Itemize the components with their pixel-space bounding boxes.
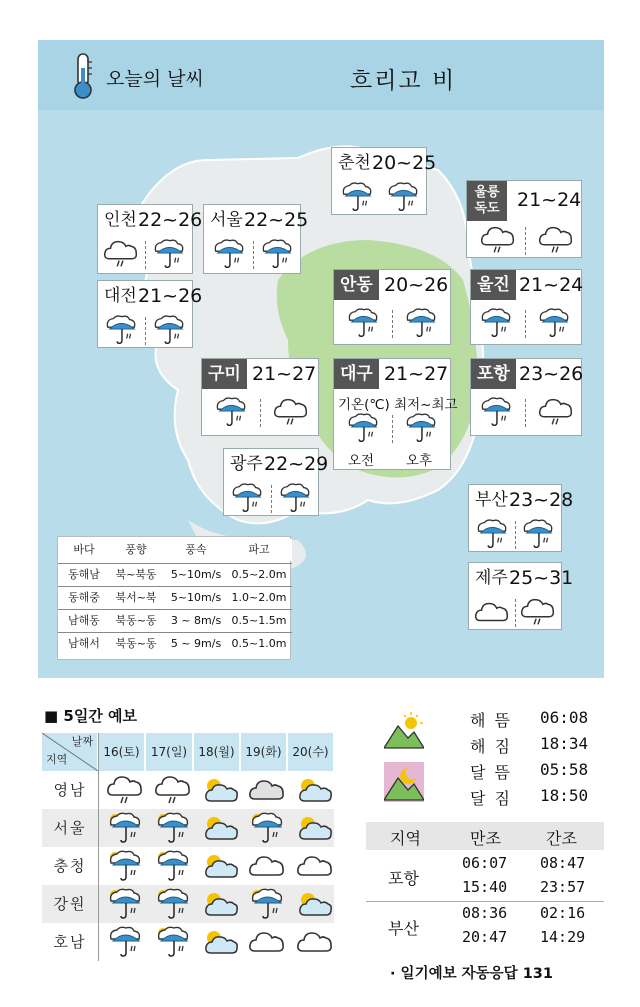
sea-conditions-table — [57, 536, 291, 660]
sunset-time: 18:34 — [540, 734, 589, 753]
city-box-gwangju — [223, 448, 329, 516]
tide-low: 02:16 — [540, 904, 586, 922]
sea-cell: 남해서 — [68, 637, 100, 650]
city-name-badge: 울릉 독도 — [467, 181, 507, 221]
rain-umbrella-icon — [402, 306, 440, 340]
city-name: 서울 — [210, 210, 243, 230]
tide-high: 20:47 — [462, 928, 508, 946]
city-temp: 21~26 — [138, 285, 203, 307]
tide-low: 14:29 — [540, 928, 586, 946]
sun-rain-icon — [102, 849, 148, 883]
divider — [525, 310, 526, 338]
cloud-icon — [292, 849, 338, 883]
rain-umbrella-icon — [102, 925, 148, 959]
divider — [145, 241, 146, 269]
tide-high: 15:40 — [462, 878, 508, 896]
tide-high: 06:07 — [462, 854, 508, 872]
tide-header-cell: 간조 — [546, 829, 577, 848]
city-name-badge: 포항 — [471, 359, 516, 389]
city-name: 제주 — [475, 568, 508, 588]
header-title: 오늘의 날씨 — [106, 68, 204, 90]
city-temp: 21~27 — [252, 363, 317, 385]
cloud-icon — [292, 925, 338, 959]
partly-cloudy-icon — [198, 811, 244, 845]
rain-umbrella-icon — [338, 180, 376, 214]
table-divider — [98, 733, 99, 961]
city-name: 춘천 — [338, 153, 371, 173]
day-header: 18(월) — [194, 733, 240, 771]
city-name-badge: 대구 — [334, 359, 379, 389]
city-box-incheon — [97, 204, 203, 274]
cloud-icon — [244, 773, 290, 807]
sea-cell: 3 ~ 8m/s — [170, 614, 222, 627]
rain-umbrella-icon — [384, 180, 422, 214]
rain-umbrella-icon — [344, 411, 382, 445]
rain-umbrella-icon — [344, 306, 382, 340]
rain-umbrella-icon — [150, 237, 188, 271]
rain-umbrella-icon — [535, 306, 573, 340]
five-day-table — [42, 733, 334, 963]
sea-cell: 북동~동 — [115, 637, 157, 650]
rain-umbrella-icon — [477, 395, 515, 429]
sea-cell: 북동~동 — [115, 614, 157, 627]
tide-header-cell: 지역 — [390, 829, 421, 848]
moonrise-time: 05:58 — [540, 760, 589, 779]
cloud-icon — [244, 925, 290, 959]
cloud-rain-icon — [537, 395, 575, 429]
rain-umbrella-icon — [519, 517, 557, 551]
divider — [525, 399, 526, 427]
city-temp: 20~25 — [372, 152, 437, 174]
divider — [260, 399, 261, 427]
rain-umbrella-icon — [258, 237, 296, 271]
sunrise-label: 해 뜸 — [470, 711, 512, 730]
cloud-rain-icon — [102, 773, 148, 807]
divider — [525, 227, 526, 255]
five-day-title: ■ 5일간 예보 — [44, 707, 138, 725]
forecast-row — [42, 885, 334, 923]
tide-divider — [366, 901, 604, 902]
day-header: 19(화) — [241, 733, 287, 771]
partly-cloudy-icon — [292, 887, 338, 921]
partly-cloudy-icon — [198, 925, 244, 959]
region-label: 서울 — [53, 819, 87, 837]
city-temp: 22~29 — [264, 453, 329, 475]
header-bar — [38, 40, 604, 110]
sea-cell: 0.5~1.5m — [231, 614, 287, 627]
region-label: 호남 — [53, 933, 87, 951]
rain-umbrella-icon — [150, 313, 188, 347]
sun-rain-icon — [150, 887, 196, 921]
partly-cloudy-icon — [292, 811, 338, 845]
cloud-icon — [473, 595, 511, 629]
tide-low: 08:47 — [540, 854, 586, 872]
cloud-rain-icon — [150, 773, 196, 807]
region-label: 영남 — [53, 781, 87, 799]
sea-cell: 북~북동 — [115, 568, 157, 581]
sea-table-row — [58, 563, 292, 585]
forecast-row — [42, 771, 334, 809]
pm-label: 오후 — [406, 453, 433, 469]
city-temp: 21~27 — [384, 363, 449, 385]
city-temp: 21~24 — [519, 274, 584, 296]
city-name-badge: 울진 — [471, 270, 516, 300]
sea-header-cell: 풍속 — [185, 543, 207, 556]
rain-umbrella-icon — [210, 237, 248, 271]
city-box-uljin — [470, 269, 582, 345]
corner-top-label: 날짜 — [71, 735, 93, 748]
city-name: 부산 — [475, 490, 508, 510]
sea-cell: 남해동 — [68, 614, 100, 627]
city-box-ulleung — [466, 180, 582, 258]
divider — [271, 485, 272, 513]
cloud-rain-icon — [519, 595, 557, 629]
tide-high: 08:36 — [462, 904, 508, 922]
moonrise-label: 달 뜸 — [470, 763, 512, 782]
sun-rain-icon — [102, 887, 148, 921]
city-temp: 22~26 — [138, 209, 203, 231]
tide-low: 23:57 — [540, 878, 586, 896]
divider — [253, 241, 254, 269]
sea-cell: 동해중 — [68, 591, 100, 604]
day-header: 16(토) — [99, 733, 145, 771]
rain-umbrella-icon — [402, 411, 440, 445]
city-box-daejeon — [97, 280, 203, 348]
sea-header-cell: 바다 — [73, 543, 95, 556]
cloud-rain-icon — [537, 223, 575, 257]
divider — [515, 599, 516, 627]
rain-umbrella-icon — [276, 481, 314, 515]
rain-umbrella-icon — [477, 306, 515, 340]
city-name-badge: 구미 — [202, 359, 247, 389]
city-temp: 25~31 — [509, 567, 574, 589]
moonset-label: 달 짐 — [470, 789, 512, 808]
city-temp: 23~28 — [509, 489, 574, 511]
cloud-rain-icon — [102, 237, 140, 271]
forecast-row — [42, 809, 334, 847]
tide-header-cell: 만조 — [470, 829, 501, 848]
sun-rain-icon — [150, 811, 196, 845]
corner-bottom-label: 지역 — [46, 753, 68, 766]
sun-rain-icon — [150, 849, 196, 883]
city-temp: 21~24 — [517, 189, 582, 211]
tide-table-header — [366, 822, 604, 850]
rain-umbrella-icon — [228, 481, 266, 515]
city-box-pohang — [470, 358, 582, 436]
moonset-time: 18:50 — [540, 786, 589, 805]
partly-cloudy-icon — [292, 773, 338, 807]
city-name: 대전 — [104, 286, 137, 306]
city-box-jeju — [468, 562, 574, 630]
city-temp: 20~26 — [384, 274, 449, 296]
sea-header-cell: 풍향 — [125, 543, 147, 556]
partly-cloudy-icon — [198, 773, 244, 807]
city-box-busan — [468, 484, 574, 552]
sea-header-cell: 파고 — [248, 543, 270, 556]
am-label: 오전 — [348, 453, 375, 469]
sunrise-time: 06:08 — [540, 708, 589, 727]
city-temp: 22~25 — [244, 209, 309, 231]
temp-legend-note: 기온(℃) 최저~최고 — [338, 397, 458, 413]
rain-umbrella-icon — [212, 395, 250, 429]
region-label: 충청 — [53, 857, 87, 875]
tide-region: 부산 — [388, 919, 419, 938]
sea-cell: 5~10m/s — [170, 568, 222, 581]
sea-cell: 북서~북 — [115, 591, 157, 604]
sunset-label: 해 짐 — [470, 737, 512, 756]
day-header: 17(일) — [146, 733, 193, 771]
divider — [392, 415, 393, 443]
sea-cell: 5~10m/s — [170, 591, 222, 604]
cloud-rain-icon — [479, 223, 517, 257]
rain-umbrella-icon — [473, 517, 511, 551]
city-box-daegu — [333, 358, 458, 470]
sea-table-row — [58, 586, 292, 608]
moonrise-mountain-icon — [384, 762, 424, 802]
city-box-chuncheon — [331, 147, 437, 215]
partly-cloudy-icon — [198, 849, 244, 883]
forecast-row — [42, 923, 334, 961]
sea-table-row — [58, 609, 292, 631]
divider — [392, 310, 393, 338]
sun-rain-icon — [244, 887, 290, 921]
city-name: 인천 — [104, 210, 137, 230]
partly-cloudy-icon — [198, 887, 244, 921]
weather-condition: 흐리고 비 — [350, 68, 457, 94]
rain-umbrella-icon — [102, 313, 140, 347]
city-box-seoul — [203, 204, 309, 274]
sun-rain-icon — [244, 811, 290, 845]
thermometer-icon — [70, 52, 96, 100]
sea-cell: 1.0~2.0m — [231, 591, 287, 604]
divider — [515, 521, 516, 549]
sea-cell: 동해남 — [68, 568, 100, 581]
cloud-rain-icon — [272, 395, 310, 429]
forecast-row — [42, 847, 334, 885]
divider — [145, 317, 146, 345]
city-name-badge: 안동 — [334, 270, 379, 300]
day-header: 20(수) — [288, 733, 334, 771]
sun-rain-icon — [102, 811, 148, 845]
city-temp: 23~26 — [519, 363, 584, 385]
cloud-icon — [244, 849, 290, 883]
city-name: 광주 — [230, 454, 263, 474]
region-label: 강원 — [53, 895, 87, 913]
forecast-hotline: · 일기예보 자동응답 131 — [390, 966, 553, 982]
sea-cell: 0.5~2.0m — [231, 568, 287, 581]
sea-cell: 0.5~1.0m — [231, 637, 287, 650]
sea-table-row — [58, 632, 292, 654]
corner-cell — [42, 733, 98, 771]
city-box-gumi — [201, 358, 319, 436]
sunrise-mountain-icon — [384, 710, 424, 750]
city-box-andong — [333, 269, 451, 345]
sun-rain-icon — [150, 925, 196, 959]
sea-table-header — [58, 539, 292, 561]
tide-region: 포항 — [388, 869, 419, 888]
sea-cell: 5 ~ 9m/s — [170, 637, 222, 650]
